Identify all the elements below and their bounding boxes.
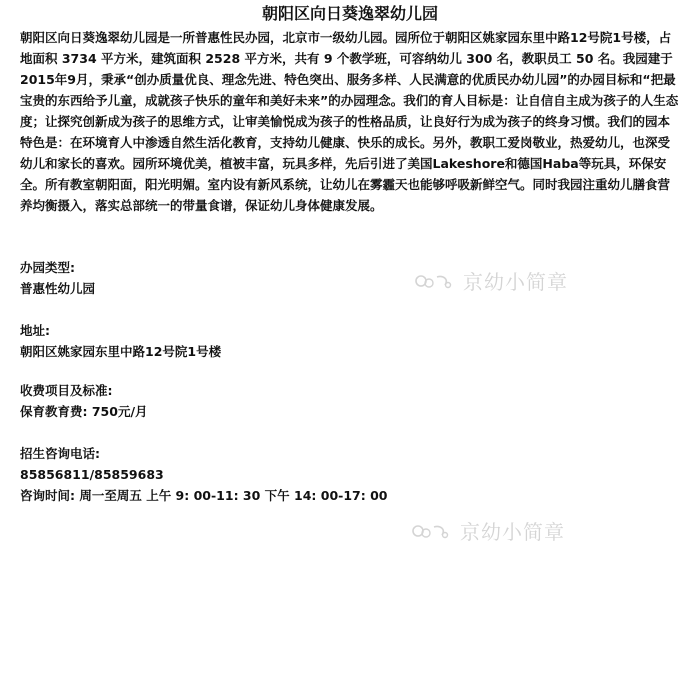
address-section — [20, 320, 680, 362]
wechat-logo-icon — [415, 271, 455, 291]
wechat-logo-icon — [412, 521, 452, 541]
contact-hours: 咨询时间: 周一至周五 上午 9: 00-11: 30 下午 14: 00-17: 00 — [20, 488, 388, 503]
type-value: 普惠性幼儿园 — [20, 281, 96, 296]
fee-value: 保育教育费: 750元/月 — [20, 404, 148, 419]
contact-phone: 85856811/85859683 — [20, 467, 164, 482]
watermark-text: 京幼小简章 — [460, 520, 565, 544]
address-value: 朝阳区姚家园东里中路12号院1号楼 — [20, 344, 222, 359]
contact-label: 招生咨询电话: — [20, 446, 100, 461]
fee-label: 收费项目及标准: — [20, 383, 113, 398]
type-label: 办园类型: — [20, 260, 75, 275]
intro-paragraph: 朝阳区向日葵逸翠幼儿园是一所普惠性民办园，北京市一级幼儿园。园所位于朝阳区姚家园东里中路12号院1号楼，占地面积 3734 平方米，建筑面积 2528 平方米，共有 9 个教学班，可容纳幼儿 300 名，教职员工 50 名。我园建于2015年9月，秉承“创办质量优良、理念先进、特色突出、服务多样、人民满意的优质民办幼儿园”的办园目标和“把最宝贵的东西给予儿童，成就孩子快乐的童年和美好未来”的办园理念。我们的育人目标是：让自信自主成为孩子的人生态度；让探究创新成为孩子的思维方式，让审美愉悦成为孩子的性格品质，让良好行为成为孩子的终身习惯。我们的园本特色是：在环境育人中渗透自然生活化教育，支持幼儿健康、快乐的成长。另外，教职工爱岗敬业，热爱幼儿，也深受幼儿和家长的喜欢。园所环境优美，植被丰富，玩具多样，先后引进了美国Lakeshore和德国Haba等玩具，环保安全。所有教室朝阳面，阳光明媚。室内设有新风系统，让幼儿在雾霾天也能够呼吸新鲜空气。同时我园注重幼儿膳食营养均衡摄入，落实总部统一的带量食谱，保证幼儿身体健康发展。 — [20, 30, 679, 213]
watermark — [412, 516, 565, 545]
contact-section — [20, 443, 680, 506]
watermark — [415, 266, 568, 295]
fee-section — [20, 380, 680, 422]
watermark-text: 京幼小简章 — [463, 270, 568, 294]
kindergarten-type-section — [20, 257, 680, 299]
page-title: 朝阳区向日葵逸翠幼儿园 — [261, 4, 438, 23]
address-label: 地址: — [20, 323, 50, 338]
